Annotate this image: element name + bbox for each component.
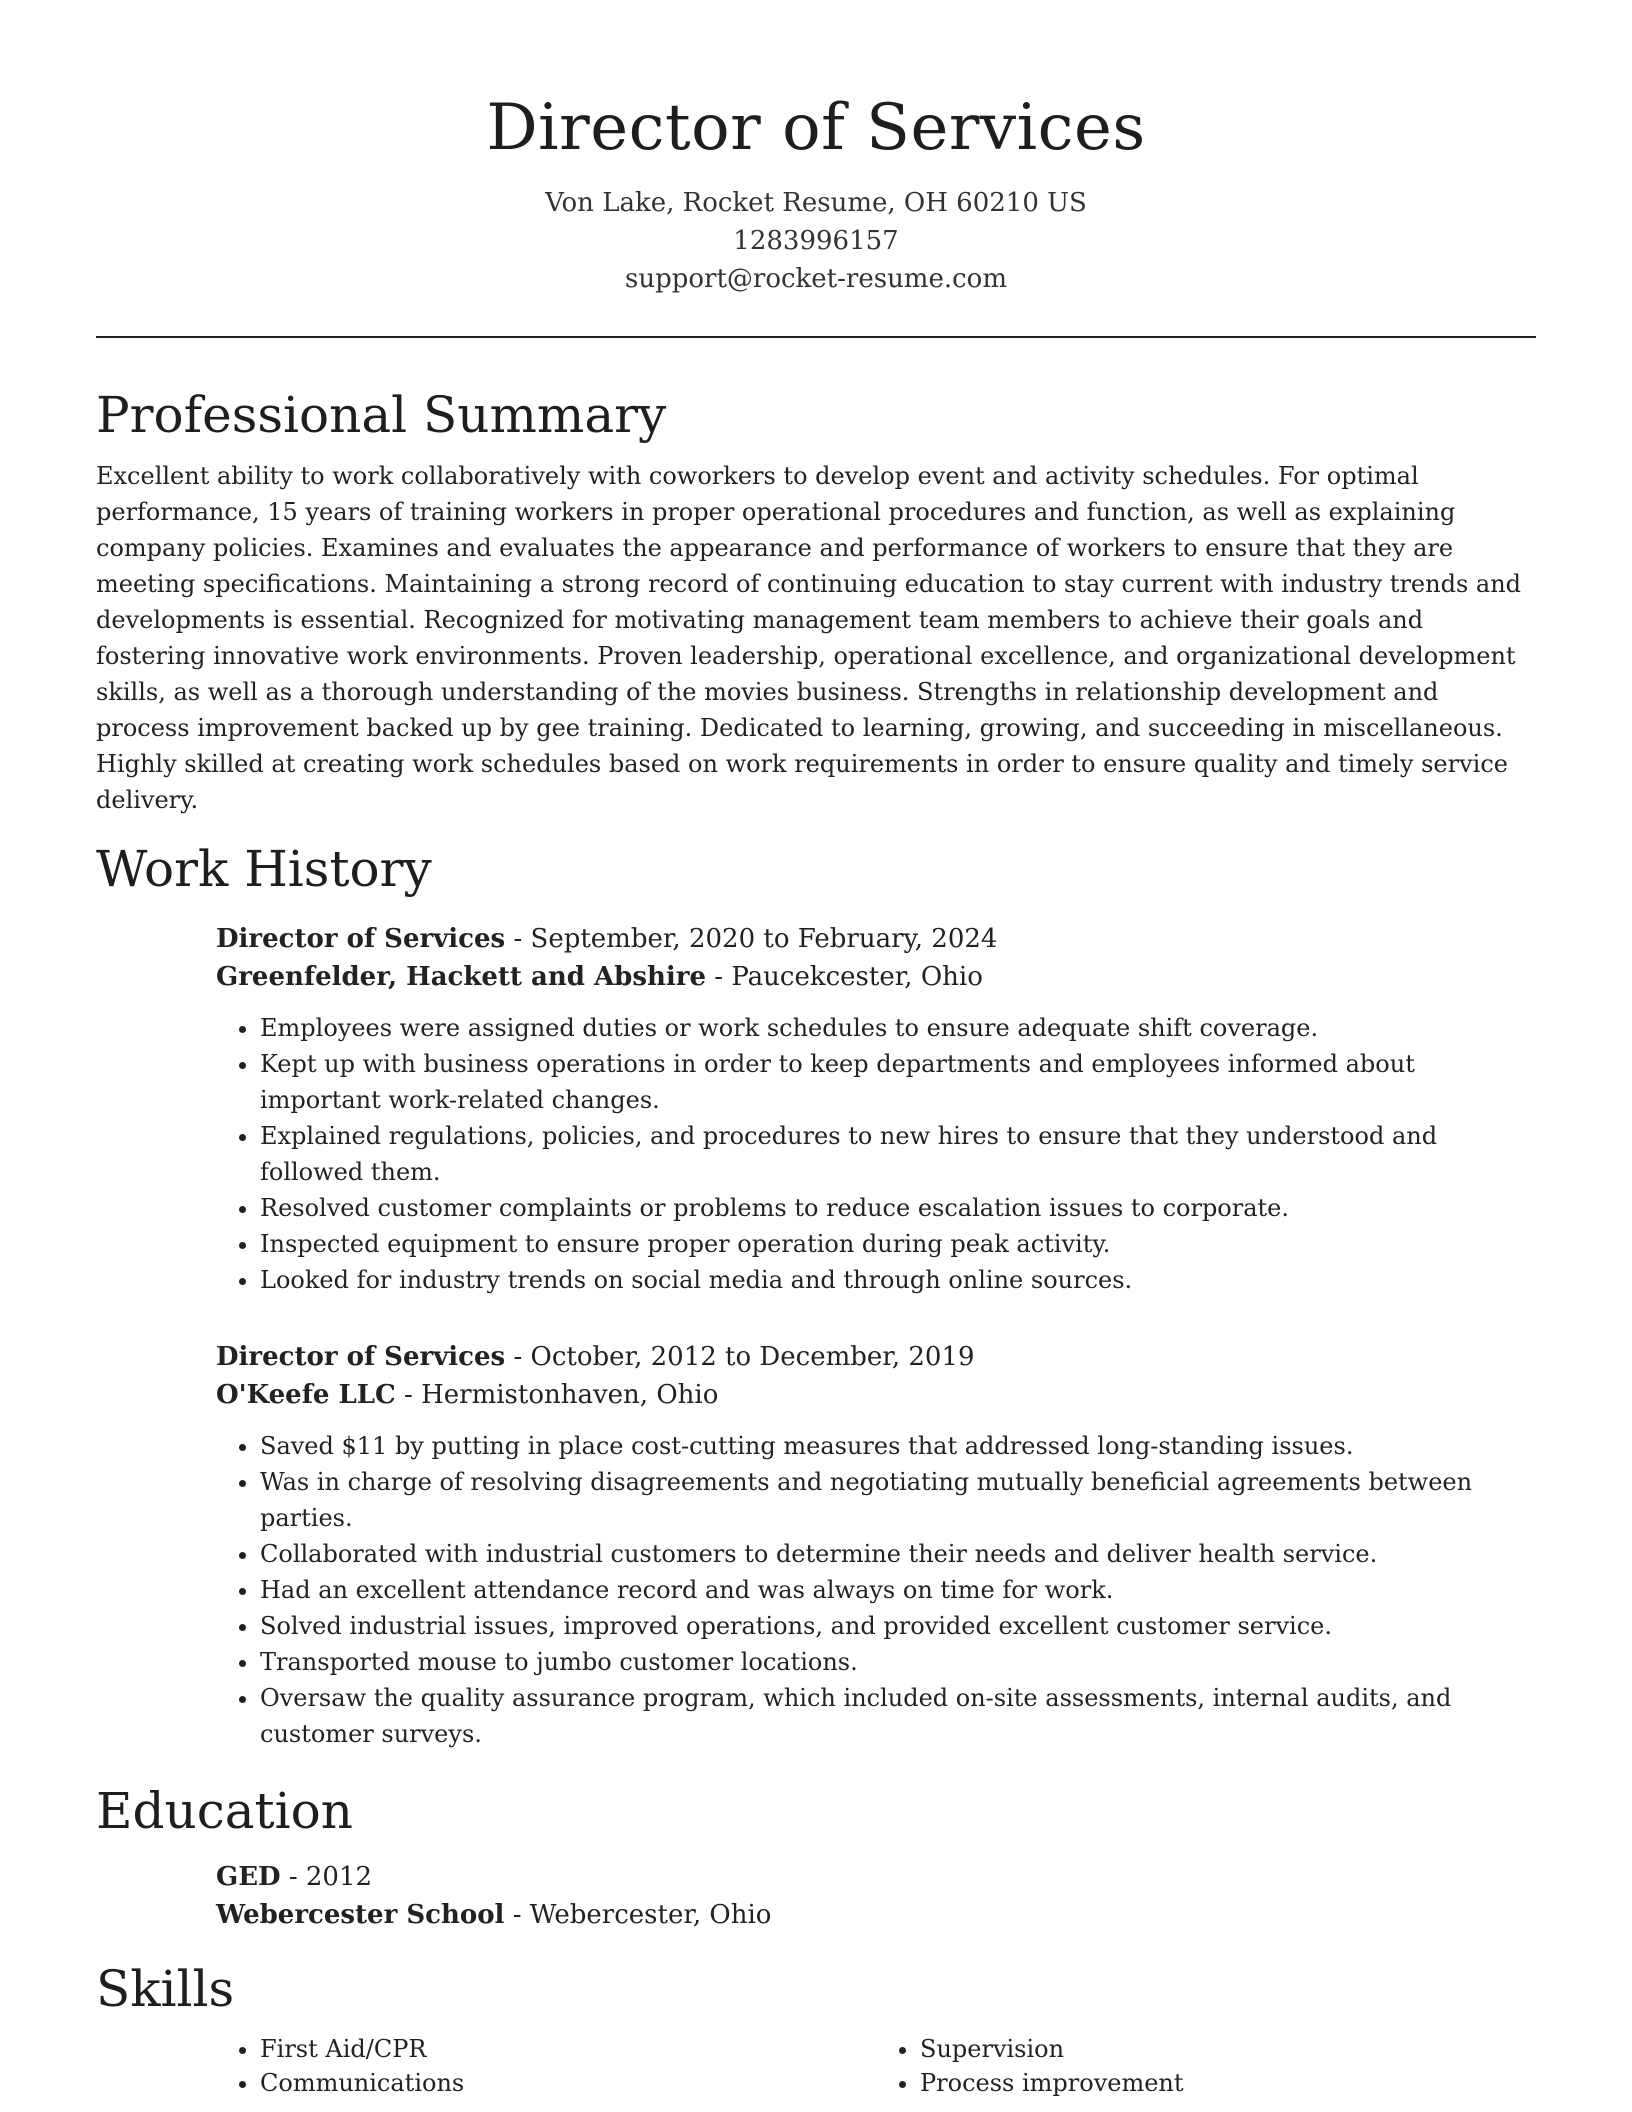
work-history-title: Work History bbox=[96, 840, 432, 898]
job-company: Greenfelder, Hackett and Abshire bbox=[216, 962, 706, 992]
education-location: - Webercester, Ohio bbox=[504, 1900, 772, 1930]
list-item: • Resolved customer complaints or problems to reduce escalation issues to corporate. bbox=[260, 1190, 1536, 1226]
list-item: • Communications bbox=[260, 2066, 876, 2100]
education-degree: GED bbox=[216, 1862, 281, 1892]
education-year: - 2012 bbox=[280, 1862, 373, 1892]
list-item: • Oversaw the quality assurance program, which included on-site assessments, internal audits, and customer surveys. bbox=[260, 1680, 1536, 1752]
education-title: Education bbox=[96, 1782, 353, 1840]
list-item: • Saved $11 by putting in place cost-cutting measures that addressed long-standing issues. bbox=[260, 1428, 1536, 1464]
list-item: • Explained regulations, policies, and procedures to new hires to ensure that they understood and followed them. bbox=[260, 1118, 1536, 1190]
list-item: • First Aid/CPR bbox=[260, 2032, 876, 2066]
education-school: Webercester School bbox=[216, 1900, 505, 1930]
job-location: - Hermistonhaven, Ohio bbox=[395, 1380, 719, 1410]
list-item: • Kept up with business operations in order to keep departments and employees informed about important work-related changes. bbox=[260, 1046, 1536, 1118]
summary-section bbox=[96, 382, 1536, 818]
contact-info bbox=[96, 184, 1536, 298]
list-item: • Was in charge of resolving disagreements and negotiating mutually beneficial agreements between parties. bbox=[260, 1464, 1536, 1536]
job-company: O'Keefe LLC bbox=[216, 1380, 396, 1410]
contact-email: support@rocket-resume.com bbox=[624, 264, 1007, 294]
education-entry bbox=[216, 1858, 1536, 1934]
education-degree-line bbox=[216, 1858, 1536, 1896]
job-bullet-list bbox=[216, 1010, 1536, 1298]
summary-text: Excellent ability to work collaboratively with coworkers to develop event and activity schedules. For optimal performance, 15 years of training workers in proper operational procedures and function, as well as explaining company policies. Examines and evaluates the appearance and performance of workers to ensure that they are meeting specifications. Maintaining a strong record of continuing education to stay current with industry trends and developments is essential. Recognized for motivating management team members to achieve their goals and fostering innovative work environments. Proven leadership, operational excellence, and organizational development skills, as well as a thorough understanding of the movies business. Strengths in relationship development and process improvement backed up by gee training. Dedicated to learning, growing, and succeeding in miscellaneous. Highly skilled at creating work schedules based on work requirements in order to ensure quality and timely service delivery. bbox=[96, 462, 1522, 814]
job-entry bbox=[216, 1338, 1536, 1752]
header-divider bbox=[96, 336, 1536, 338]
job-entry bbox=[216, 920, 1536, 1298]
job-location: - Paucekcester, Ohio bbox=[706, 962, 983, 992]
resume-header bbox=[96, 0, 1536, 298]
skills-title: Skills bbox=[96, 1960, 235, 2018]
skills-list-right bbox=[876, 2032, 1536, 2100]
job-role: Director of Services bbox=[216, 924, 506, 954]
education-section bbox=[96, 1778, 1536, 1934]
list-item: • Collaborated with industrial customers to determine their needs and deliver health service. bbox=[260, 1536, 1536, 1572]
list-item: • Process improvement bbox=[920, 2066, 1536, 2100]
list-item: • Transported mouse to jumbo customer locations. bbox=[260, 1644, 1536, 1680]
resume-page bbox=[96, 0, 1536, 2100]
list-item: • Solved industrial issues, improved operations, and provided excellent customer service. bbox=[260, 1608, 1536, 1644]
job-bullet-list bbox=[216, 1428, 1536, 1752]
education-school-line bbox=[216, 1896, 1536, 1934]
job-dates: - September, 2020 to February, 2024 bbox=[505, 924, 998, 954]
job-title-line bbox=[216, 920, 1536, 958]
contact-address: Von Lake, Rocket Resume, OH 60210 US bbox=[545, 188, 1087, 218]
list-item: • Supervision bbox=[920, 2032, 1536, 2066]
skills-columns bbox=[216, 2032, 1536, 2100]
job-role: Director of Services bbox=[216, 1342, 506, 1372]
summary-title: Professional Summary bbox=[96, 386, 667, 444]
work-history-section bbox=[96, 836, 1536, 1752]
job-dates: - October, 2012 to December, 2019 bbox=[505, 1342, 975, 1372]
list-item: • Looked for industry trends on social media and through online sources. bbox=[260, 1262, 1536, 1298]
job-company-line bbox=[216, 1376, 1536, 1414]
list-item: • Inspected equipment to ensure proper operation during peak activity. bbox=[260, 1226, 1536, 1262]
contact-phone: 1283996157 bbox=[733, 226, 899, 256]
list-item: • Had an excellent attendance record and was always on time for work. bbox=[260, 1572, 1536, 1608]
job-title-line bbox=[216, 1338, 1536, 1376]
skills-section bbox=[96, 1956, 1536, 2100]
candidate-name: Director of Services bbox=[486, 91, 1146, 165]
skills-list-left bbox=[216, 2032, 876, 2100]
list-item: • Employees were assigned duties or work schedules to ensure adequate shift coverage. bbox=[260, 1010, 1536, 1046]
job-company-line bbox=[216, 958, 1536, 996]
